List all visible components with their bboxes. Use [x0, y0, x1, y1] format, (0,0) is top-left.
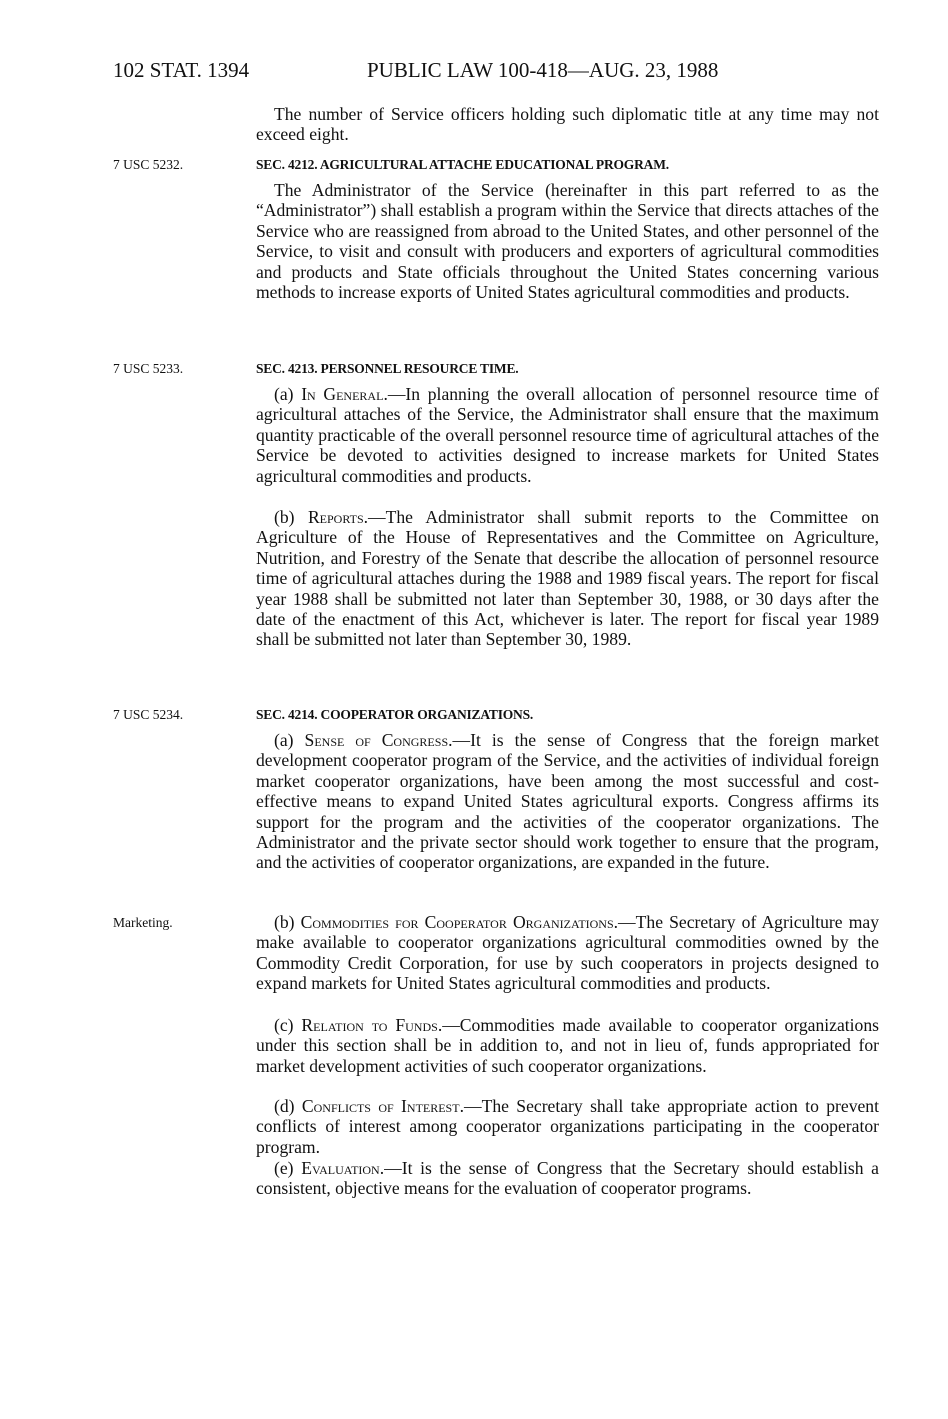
subsection-text: .—Commodities made available to cooperator organizations under this section shall be in addition to, and not in lieu of, funds appropriated for market development activities of such cooperator organizations.: [256, 1015, 879, 1076]
subsection-text: .—In planning the overall allocation of personnel resource time of agricultural attaches of the Service, the Administrator shall ensure that the maximum quantity practicable of the overall personnel resource time of agricultural attaches of the Service be devoted to activities designed to increase markets for United States agricultural commodities and products.: [256, 384, 879, 486]
subsection-text: .—The Secretary of Agriculture may make available to cooperator organizations agricultural commodities owned by the Commodity Credit Corporation, for use by such cooperators in projects designed to expand markets for United States agricultural commodities and products.: [256, 912, 879, 994]
subsection-text: .—The Secretary shall take appropriate action to prevent conflicts of interest among cooperator organizations participating in the cooperator program.: [256, 1096, 879, 1157]
section-4214-heading: SEC. 4214. COOPERATOR ORGANIZATIONS.: [256, 707, 534, 722]
subsection-title: In General: [301, 384, 384, 404]
subsection-text: .—It is the sense of Congress that the foreign market development cooperator program of the Service, and the activities of individual foreign market cooperator organizations, have been among the most successful and cost-effective means to expand United States agricultural exports. Congress affirms its support for the program and the activities of the cooperator organizations. The Administrator and the private sector should work together to ensure that the program, and the activities of cooperator organizations, are expanded in the future.: [256, 730, 879, 873]
subsection-title: Relation to Funds: [301, 1015, 438, 1035]
subsection-label: (a): [274, 384, 302, 404]
stat-page-number: 102 STAT. 1394: [113, 58, 250, 82]
subsection-label: (b): [274, 912, 301, 932]
margin-note-usc-5234: 7 USC 5234.: [113, 707, 184, 722]
subsection-label: (b): [274, 507, 308, 527]
subsection-text: .—It is the sense of Congress that the Secretary should establish a consistent, objective means for the evaluation of cooperator programs.: [256, 1158, 879, 1199]
section-4213-subsection-b: [256, 507, 879, 650]
margin-note-usc-5233: 7 USC 5233.: [113, 361, 184, 376]
subsection-title: Sense of Congress: [304, 730, 449, 750]
section-4214-subsection-d: [256, 1096, 879, 1157]
section-4214-subsection-c: [256, 1015, 879, 1076]
section-4213-subsection-a: [256, 384, 879, 486]
section-4212-text: The Administrator of the Service (hereinafter in this part referred to as the “Administrator”) shall establish a program within the Service that directs attaches of the Service who are reassigned from abroad to the United States, and other personnel of the Service, to visit and consult with producers and exporters of agricultural commodities and products and State officials throughout the United States concerning various methods to increase exports of United States agricultural commodities and products.: [256, 180, 879, 303]
subsection-label: (d): [274, 1096, 302, 1116]
subsection-label: (e): [274, 1158, 302, 1178]
margin-note-usc-5232: 7 USC 5232.: [113, 157, 184, 172]
public-law-title: PUBLIC LAW 100-418—AUG. 23, 1988: [367, 58, 719, 82]
section-4214-subsection-e: [256, 1158, 879, 1199]
subsection-title: Commodities for Cooperator Organizations: [300, 912, 614, 932]
subsection-title: Conflicts of Interest: [301, 1096, 460, 1116]
section-4213-heading: SEC. 4213. PERSONNEL RESOURCE TIME.: [256, 361, 519, 376]
subsection-text: .—The Administrator shall submit reports to the Committee on Agriculture of the House of Representatives and the Committee on Agriculture, Nutrition, and Forestry of the Senate that describe the allocation of personnel resource time of agricultural attaches during the 1988 and 1989 fiscal years. The report for fiscal year 1988 shall be submitted not later than September 30, 1988, or 30 days after the date of the enactment of this Act, whichever is later. The report for fiscal year 1989 shall be submitted not later than September 30, 1989.: [256, 507, 879, 650]
section-4214-subsection-b: [256, 912, 879, 994]
subsection-title: Evaluation: [301, 1158, 380, 1178]
subsection-label: (c): [274, 1015, 302, 1035]
margin-note-marketing: Marketing.: [113, 915, 173, 930]
section-4214-subsection-a: [256, 730, 879, 873]
subsection-title: Reports: [307, 507, 364, 527]
section-4212-heading: SEC. 4212. AGRICULTURAL ATTACHE EDUCATIONAL PROGRAM.: [256, 157, 669, 172]
subsection-label: (a): [274, 730, 305, 750]
intro-paragraph: The number of Service officers holding such diplomatic title at any time may not exceed eight.: [256, 104, 879, 145]
page-header: [0, 58, 948, 88]
